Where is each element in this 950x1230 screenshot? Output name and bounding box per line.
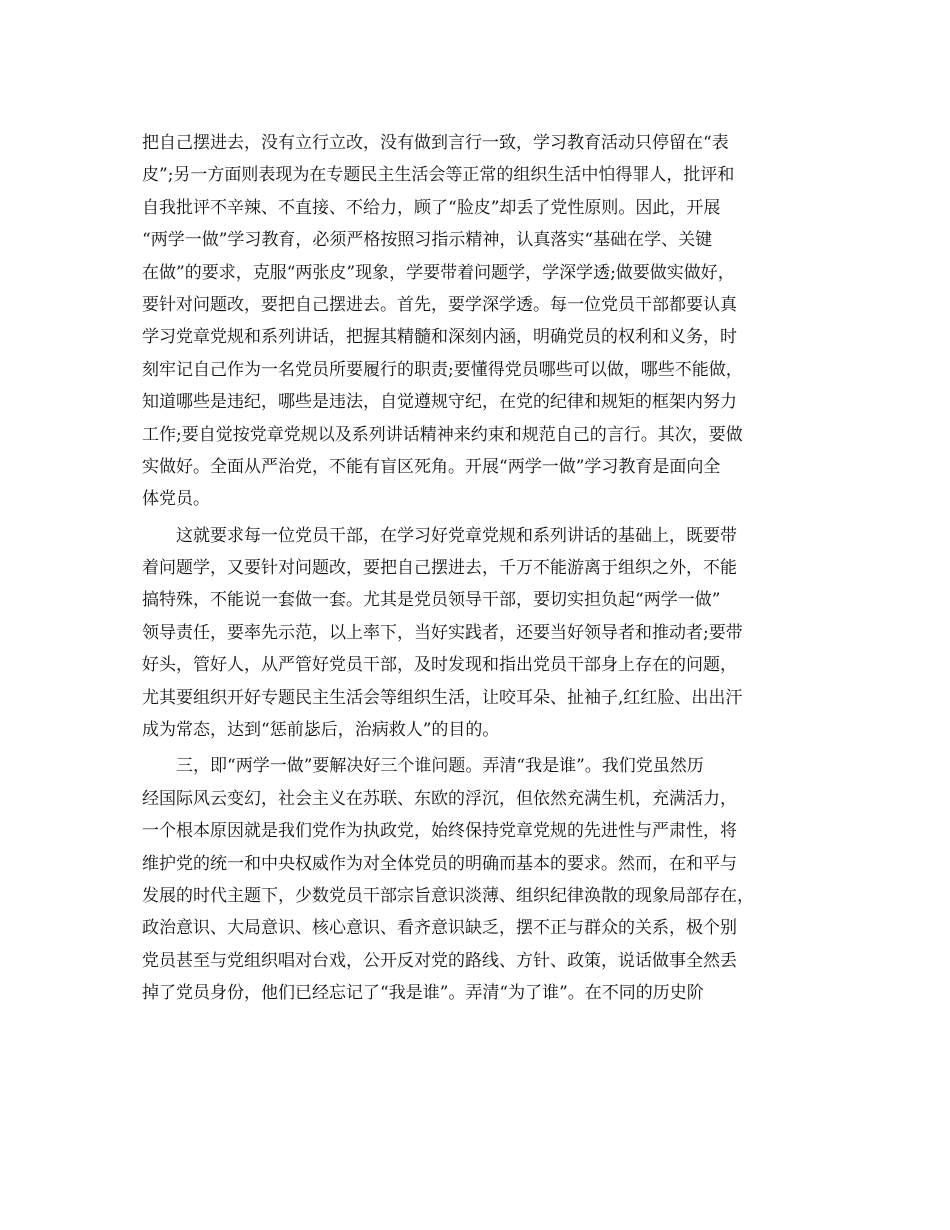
text-line: 尤其要组织开好专题民主生活会等组织生活，让咬耳朵、扯袖子,红红脸、出出汗 [142, 687, 743, 708]
text-line: 实做好。全面从严治党，不能有盲区死角。开展“两学一做”学习教育是面向全 [142, 456, 721, 477]
text-line: 在做”的要求，克服“两张皮”现象，学要带着问题学，学深学透;做要做实做好， [142, 262, 735, 283]
text-line: 领导责任，要率先示范，以上率下，当好实践者，还要当好领导者和推动者;要带 [142, 622, 743, 643]
text-line: 掉了党员身份，他们已经忘记了“我是谁”。弄清“为了谁”。在不同的历史阶 [142, 983, 704, 1004]
text-line: 学习党章党规和系列讲话，把握其精髓和深刻内涵，明确党员的权利和义务，时 [142, 327, 737, 348]
text-line: 要针对问题改，要把自己摆进去。首先，要学深学透。每一位党员干部都要认真 [142, 294, 737, 315]
text-line: 维护党的统一和中央权威作为对全体党员的明确而基本的要求。然而，在和平与 [142, 853, 737, 874]
paragraph-first-line: 这就要求每一位党员干部，在学习好党章党规和系列讲话的基础上，既要带 [176, 525, 737, 546]
text-line: 搞特殊，不能说一套做一套。尤其是党员领导干部，要切实担负起“两学一做” [142, 590, 721, 611]
text-line: 发展的时代主题下，少数党员干部宗旨意识淡薄、组织纪律涣散的现象局部存在， [142, 885, 754, 906]
text-line: 好头，管好人，从严管好党员干部，及时发现和指出党员干部身上存在的问题， [142, 655, 737, 676]
text-line: 一个根本原因就是我们党作为执政党，始终保持党章党规的先进性与严肃性，将 [142, 821, 737, 842]
text-line: 工作;要自觉按党章党规以及系列讲话精神来约束和规范自己的言行。其次，要做 [142, 424, 743, 445]
text-line: 自我批评不辛辣、不直接、不给力，顾了“脸皮”却丢了党性原则。因此，开展 [142, 197, 721, 218]
body-text [142, 127, 812, 1010]
text-line: 把自己摆进去，没有立行立改，没有做到言行一致，学习教育活动只停留在“表 [142, 133, 729, 153]
text-line: 成为常态，达到“惩前毖后，治病救人”的目的。 [142, 720, 500, 741]
text-line: 刻牢记自己作为一名党员所要履行的职责;要懂得党员哪些可以做，哪些不能做， [142, 359, 743, 380]
text-line: 体党员。 [142, 489, 210, 510]
text-line: 党员甚至与党组织唱对台戏，公开反对党的路线、方针、政策，说话做事全然丢 [142, 950, 737, 971]
text-line: 经国际风云变幻，社会主义在苏联、东欧的浮沉，但依然充满生机，充满活力， [142, 788, 737, 809]
text-line: “两学一做”学习教育，必须严格按照习指示精神，认真落实“基础在学、关键 [142, 230, 713, 251]
text-line: 皮”;另一方面则表现为在专题民主生活会等正常的组织生活中怕得罪人，批评和 [142, 165, 735, 186]
text-line: 政治意识、大局意识、核心意识、看齐意识缺乏，摆不正与群众的关系，极个别 [142, 918, 737, 939]
text-line: 着问题学，又要针对问题改，要把自己摆进去，千万不能游离于组织之外，不能 [142, 558, 737, 579]
text-line: 知道哪些是违纪，哪些是违法，自觉遵规守纪，在党的纪律和规矩的框架内努力 [142, 392, 737, 413]
paragraph-first-line: 三，即“两学一做”要解决好三个谁问题。弄清“我是谁”。我们党虽然历 [176, 756, 704, 777]
